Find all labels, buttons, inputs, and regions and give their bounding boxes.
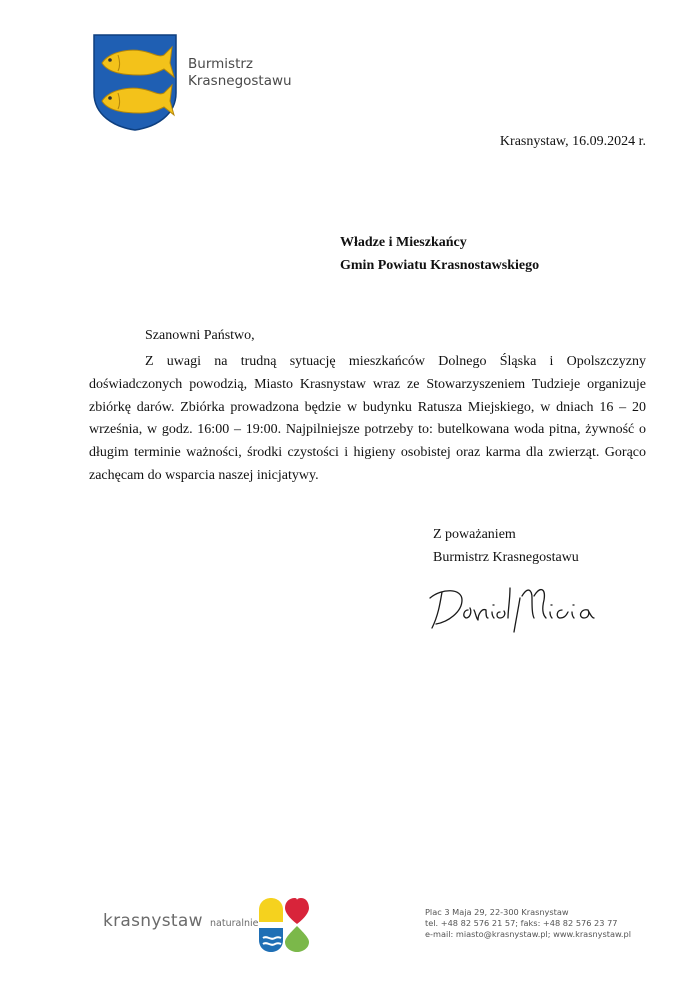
- contact-address: Plac 3 Maja 29, 22-300 Krasnystaw: [425, 907, 569, 917]
- closing-line-1: Z poważaniem: [433, 527, 516, 542]
- issuer-name: [188, 56, 292, 90]
- contact-email: e-mail: miasto@krasnystaw.pl; www.krasnystaw.pl: [425, 929, 632, 939]
- brand-wordmark: krasnystaw: [103, 911, 203, 931]
- salutation: Szanowni Państwo,: [145, 328, 255, 343]
- contact-phone: tel. +48 82 576 21 57; faks: +48 82 576 23 77: [425, 918, 618, 928]
- footer-brand-logo: [103, 896, 323, 954]
- recipient-line-2: Gmin Powiatu Krasnostawskiego: [340, 258, 540, 273]
- brand-tagline: naturalnie: [210, 918, 259, 929]
- recipient-line-1: Władze i Mieszkańcy: [340, 235, 467, 250]
- recipient-block: [340, 231, 539, 277]
- brand-petals-icon: [257, 896, 311, 954]
- closing-block: [433, 523, 579, 569]
- closing-line-2: Burmistrz Krasnegostawu: [433, 550, 579, 565]
- footer-contact-block: [425, 907, 631, 940]
- coat-of-arms-icon: [92, 33, 178, 131]
- letter-body: Z uwagi na trudną sytuację mieszkańców Dolnego Śląska i Opolszczyzny doświadczonych powodzią, Miasto Krasnystaw wraz ze Stowarzyszeniem Tudzieje organizuje zbiórkę darów. Zbiórka prowadzona będzie w budynku Ratusza Miejskiego, w dniach 16 – 20 września, w godz. 16:00 – 19:00. Najpilniejsze potrzeby to: butelkowana woda pitna, żywność o długim terminie ważności, środki czystości i higieny osobistej oraz karma dla zwierząt. Gorąco zachęcam do wsparcia naszej inicjatywy.: [89, 354, 646, 483]
- letter-date: Krasnystaw, 16.09.2024 r.: [499, 134, 646, 149]
- issuer-line-1: Burmistrz: [188, 56, 253, 72]
- handwritten-signature-icon: [428, 576, 596, 634]
- issuer-line-2: Krasnegostawu: [188, 73, 292, 89]
